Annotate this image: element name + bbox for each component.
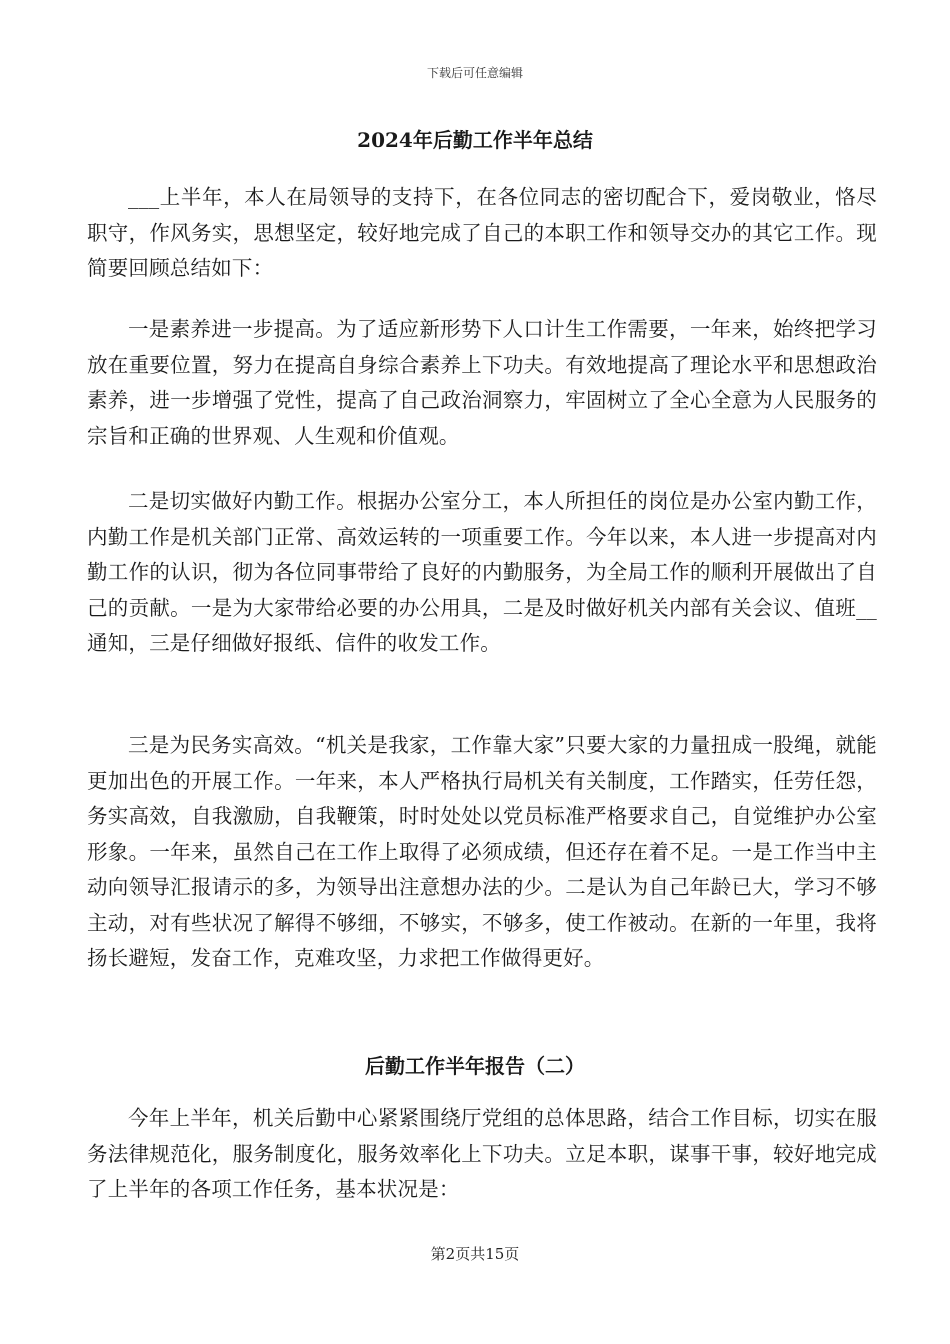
document-title: 2024年后勤工作半年总结 [357, 128, 593, 152]
header-note: 下载后可任意编辑 [426, 66, 523, 80]
paragraph: 一是素养进一步提高。为了适应新形势下人口计生工作需要，一年来，始终把学习放在重要位置，努力在提高自身综合素养上下功夫。有效地提高了理论水平和思想政治素养，进一步增强了党性，提高了自己政治洞察力，牢固树立了全心全意为人民服务的宗旨和正确的世界观、人生观和价值观。 [87, 317, 877, 448]
paragraph: 今年上半年，机关后勤中心紧紧围绕厅党组的总体思路，结合工作目标，切实在服务法律规范化，服务制度化，服务效率化上下功夫。立足本职，谋事干事，较好地完成了上半年的各项工作任务，基本状况是： [87, 1106, 877, 1201]
paragraph: 二是切实做好内勤工作。根据办公室分工，本人所担任的岗位是办公室内勤工作，内勤工作是机关部门正常、高效运转的一项重要工作。今年以来，本人进一步提高对内勤工作的认识，彻为各位同事带给了良好的内勤服务，为全局工作的顺利开展做出了自己的贡献。一是为大家带给必要的办公用具，二是及时做好机关内部有关会议、值班__通知，三是仔细做好报纸、信件的收发工作。 [87, 489, 877, 655]
page-number: 第2页共15页 [430, 1245, 520, 1263]
paragraph: ___上半年，本人在局领导的支持下，在各位同志的密切配合下，爱岗敬业，恪尽职守，作风务实，思想坚定，较好地完成了自己的本职工作和领导交办的其它工作。现简要回顾总结如下： [87, 185, 877, 280]
paragraph: 三是为民务实高效。“机关是我家，工作靠大家”只要大家的力量扭成一股绳，就能更加出色的开展工作。一年来，本人严格执行局机关有关制度，工作踏实，任劳任怨，务实高效，自我激励，自我鞭策，时时处处以党员标准严格要求自己，自觉维护办公室形象。一年来，虽然自己在工作上取得了必须成绩，但还存在着不足。一是工作当中主动向领导汇报请示的多，为领导出注意想办法的少。二是认为自己年龄已大，学习不够主动，对有些状况了解得不够细，不够实，不够多，使工作被动。在新的一年里，我将扬长避短，发奋工作，克难攻坚，力求把工作做得更好。 [87, 733, 877, 970]
section-title: 后勤工作半年报告（二） [365, 1054, 585, 1078]
